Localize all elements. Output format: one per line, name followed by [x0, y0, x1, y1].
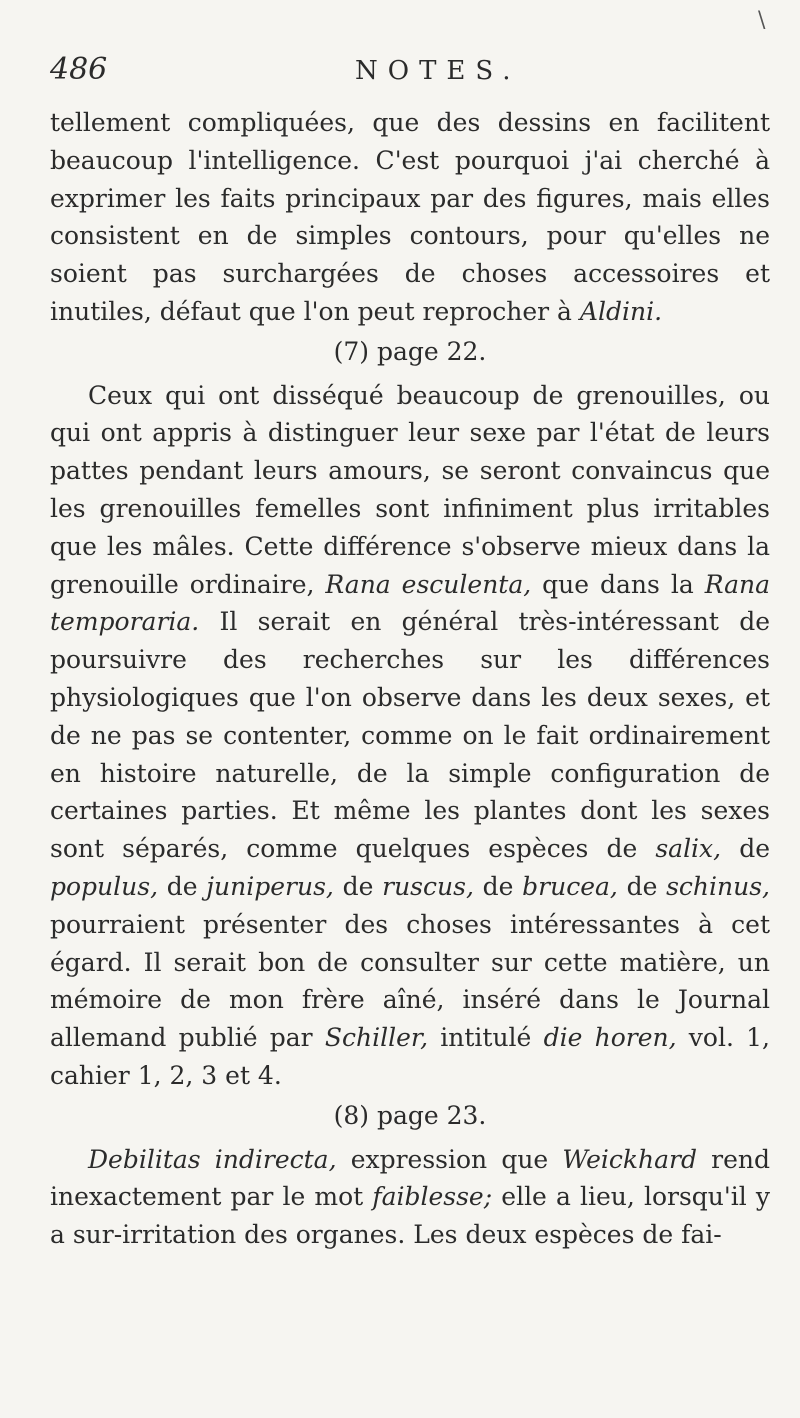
text-run: vol. 1, cahier 1, 2, 3 et 4.: [50, 1023, 770, 1090]
text-run: intitulé: [428, 1023, 544, 1053]
text-run: elle a lieu, lorsqu'il y a sur-irritation des organes. Les deux espèces de fai-: [50, 1182, 770, 1250]
italic-name: Aldini.: [579, 296, 663, 326]
paragraph-continuation: [50, 104, 770, 331]
text-run: de: [473, 871, 523, 901]
italic-name: Schiller,: [324, 1023, 429, 1053]
note-heading-7: (7) page 22.: [333, 336, 487, 366]
text-run: pourraient présenter des choses intéressantes à cet égard. Il serait bon de consulter sur cette matière, un mémoire de mon frère aîné, inséré dans le Journal allemand publié par: [50, 909, 770, 1053]
page-number: 486: [50, 52, 108, 87]
italic-term: Debilitas indirecta,: [88, 1144, 337, 1174]
italic-term: faiblesse;: [372, 1182, 493, 1212]
text-run: de: [721, 834, 770, 864]
italic-genus: ruscus,: [382, 871, 474, 901]
italic-genus: schinus,: [666, 871, 770, 901]
page-header: [50, 52, 770, 92]
note-7-paragraph: [50, 377, 770, 1095]
text-run: de: [617, 871, 667, 901]
italic-title: die horen,: [543, 1023, 677, 1053]
note-heading-8: (8) page 23.: [333, 1100, 487, 1130]
notes-text: [50, 104, 770, 1254]
note-8-paragraph: [50, 1141, 770, 1254]
text-run: que dans la: [531, 569, 705, 599]
italic-genus: brucea,: [522, 871, 618, 901]
italic-genus: juniperus,: [206, 871, 334, 901]
text-run: de: [158, 871, 207, 901]
italic-genus: salix,: [655, 834, 722, 864]
italic-species: Rana esculenta,: [325, 569, 532, 599]
text-run: tellement compliquées, que des dessins en facilitent beaucoup l'intelligence. C'est pourquoi j'ai cherché à exprimer les faits principaux par des figures, mais elles consistent en de simples contours, pour qu'elles ne soient pas surchargées de choses accessoires et inutiles, défaut que l'on peut reprocher à: [50, 108, 770, 326]
text-run: Il serait en général très-intéressant de poursuivre des recherches sur les différences physiologiques que l'on observe dans les deux sexes, et de ne pas se contenter, comme on le fait ordinairement en histoire naturelle, de la simple configuration de certaines parties. Et même les plantes dont les sexes sont séparés, comme quelques espèces de: [50, 607, 770, 864]
running-title: NOTES.: [355, 56, 521, 86]
text-run: de: [333, 871, 383, 901]
italic-species: Rana temporaria.: [50, 569, 770, 637]
text-run: expression que: [336, 1144, 563, 1174]
text-run: rend inexactement par le mot: [50, 1144, 770, 1212]
italic-name: Weickhard: [562, 1144, 697, 1174]
text-run: Ceux qui ont disséqué beaucoup de grenouilles, ou qui ont appris à distinguer leur sexe par l'état de leurs pattes pendant leurs amours, se seront convaincus que les grenouilles femelles sont infiniment plus irritables que les mâles. Cette différence s'observe mieux dans la grenouille ordinaire,: [50, 380, 770, 599]
italic-genus: populus,: [50, 871, 159, 901]
corner-mark: \: [758, 8, 766, 33]
